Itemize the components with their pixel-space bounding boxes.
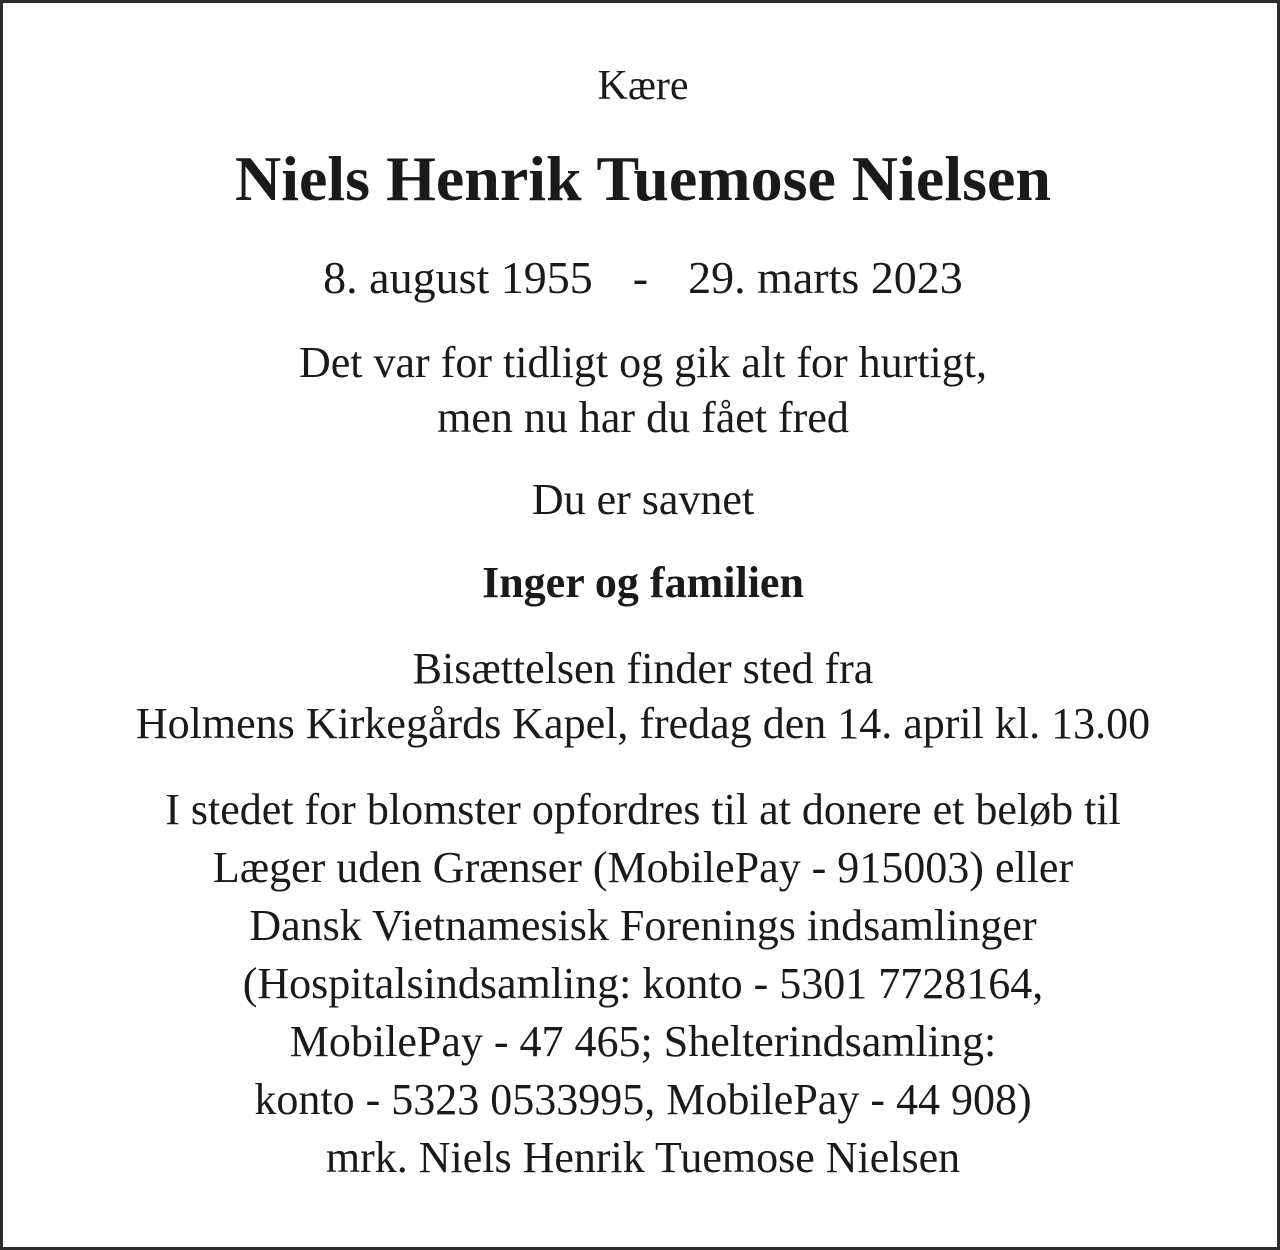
deceased-name: Niels Henrik Tuemose Nielsen — [234, 143, 1052, 214]
donation-line-2: Læger uden Grænser (MobilePay - 915003) eller — [212, 843, 1074, 892]
life-dates — [3, 251, 1280, 305]
donation-line-1: I stedet for blomster opfordres til at donere et beløb til — [165, 785, 1121, 834]
donation-line-4: (Hospitalsindsamling: konto - 5301 7728164, — [242, 959, 1044, 1008]
signed-by: Inger og familien — [482, 558, 804, 607]
death-date: 29. marts 2023 — [688, 252, 963, 303]
birth-date: 8. august 1955 — [323, 252, 593, 303]
funeral-line-1: Bisættelsen finder sted fra — [412, 644, 874, 693]
verse-line-2: men nu har du fået fred — [437, 393, 849, 442]
donation-line-3: Dansk Vietnamesisk Forenings indsamlinger — [249, 901, 1037, 950]
date-separator: - — [632, 252, 649, 303]
funeral-line-2: Holmens Kirkegårds Kapel, fredag den 14. april kl. 13.00 — [135, 699, 1151, 748]
donation-line-6: konto - 5323 0533995, MobilePay - 44 908) — [254, 1075, 1032, 1124]
donation-line-7: mrk. Niels Henrik Tuemose Nielsen — [325, 1133, 961, 1182]
missed-line: Du er savnet — [531, 475, 755, 524]
salutation: Kære — [597, 63, 689, 109]
verse-line-1: Det var for tidligt og gik alt for hurtigt, — [299, 338, 987, 387]
donation-line-5: MobilePay - 47 465; Shelterindsamling: — [289, 1017, 997, 1066]
